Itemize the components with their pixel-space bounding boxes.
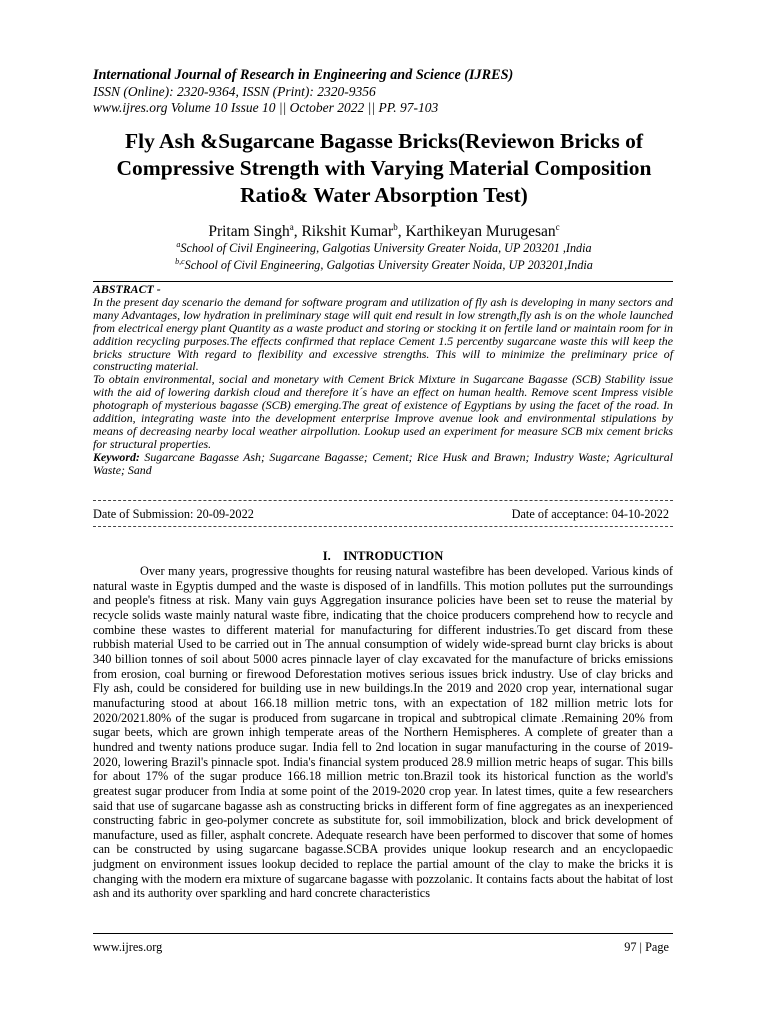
author-sup: c (555, 222, 560, 232)
affiliations (80, 238, 688, 272)
author-name: Pritam Singh (208, 223, 290, 241)
abstract-heading: ABSTRACT - (93, 282, 161, 296)
keywords-text: Sugarcane Bagasse Ash; Sugarcane Bagasse; Cement; Rice Husk and Brawn; Industry Waste; Agricultural Waste; Sand (93, 449, 673, 477)
author-sup: b (393, 222, 398, 232)
abstract-paragraph: In the present day scenario the demand for software program and utilization of fly ash is developing in many sectors and many Advantages, low hydration in preliminary stage will quit end result in low strength,fly ash is on the whole launched from electrical energy plant Quantity as a waste product and storing or stocking it on fertile land or maintain room for in addition recycling purposes.The effects confirmed that replace Cement 1.5 percentby sugarcane waste this will keep the bricks structure With regard to flexibility and excessive strengths. This will to minimize the preliminary price of constructing material. (93, 294, 673, 374)
journal-header (93, 67, 683, 117)
keywords-line (93, 451, 673, 477)
author-name: Rikshit Kumar (301, 223, 394, 241)
footer-rule (93, 933, 673, 934)
affiliation-sup: a (176, 240, 181, 249)
affiliation-text: School of Civil Engineering, Galgotias University Greater Noida, UP 203201,India (184, 258, 593, 273)
submission-date: Date of Submission: 20-09-2022 (93, 507, 254, 521)
dashed-separator (93, 526, 673, 527)
affiliation (80, 238, 688, 255)
acceptance-date: Date of acceptance: 04-10-2022 (511, 507, 669, 521)
author-name: Karthikeyan Murugesan (405, 223, 556, 241)
keywords-label: Keyword: (93, 449, 140, 464)
abstract-block (93, 283, 673, 477)
footer-url: www.ijres.org (93, 940, 163, 954)
abstract-paragraph: To obtain environmental, social and monetary with Cement Brick Mixture in Sugarcane Bagasse (SCB) Stability issue with the aid of lowering darkish cloud and therefore it´s have an effect on human health. Remove scent Impress visible photograph of mysterious bagasse (SCB) emerging.The great of existence of Egyptians by using the facet of the road. In addition, integrating waste into the development enterprise Improve avenue look and environmental stipulations by means of decreasing nearby local weather airpollution. Lookup used an experiment for measure SCB mix cement bricks for structural properties. (93, 372, 673, 451)
section-title: INTRODUCTION (343, 549, 444, 563)
introduction-paragraph: Over many years, progressive thoughts for reusing natural wastefibre has been developed. Various kinds of natural waste in Egyptis dumped and the waste is disposed of in landfills. This motion pollutes put the surroundings and people's fitness at risk. Many vain guys Aggregation insurance policies have been set to reuse the material by recycle solids waste mainly natural waste fibre, indicating that the choice producers comprehend how to recycle and combine these wastes to different material for manufacturing for different industries.To get discard from these rubbish material Used to be carried out in The annual consumption of widely wide-spread burnt clay bricks is about 340 billion tonnes of soil about 5000 acres pinnacle layer of clay excavated for the manufacture of bricks emissions from erosion, coal burning or firewood Deforestation motives serious issues brick industry. Use of clay bricks and Fly ash, could be considered for building use in new buildings.In the 2019 and 2020 crop year, international sugar manufacturing stood at about 166.18 million metric tons, with an expectation of 182 million metric lots for 2020/2021.80% of the sugar is produced from sugarcane in tropical and subtropical climate .Remaining 20% from sugar beets, which are grown inhigh temperate areas of the Northern Hemispheres. A complete of greater than a hundred and twenty nations produce sugar. India fell to 2nd location in sugar manufacturing in the course of 2019-2020, lowering Brazil's pinnacle spot. India's financial system produced 28.9 million metric heaps of sugar. This bills for about 17% of the sugar produce 166.18 million metric ton.Brazil took its historical function as the world's greatest sugar producer from India at some point of the 2019-2020 crop year. In latest times, quite a few researchers said that use of sugarcane bagasse ash as constructing bricks in different form of fine aggregates as an inexperienced constructing fabric in geo-polymer concrete as substitute for, soil immobilization, block and brick development of manufacture, used as filler, asphalt concrete. Adequate research have been performed to discover that some of homes can be constructed by using sugarcane bagasse.SCBA provides unique lookup research and an encyclopaedic judgment on environment issues lookup decided to replace the partial amount of the clay to make the bricks it is changing with the modern era mixture of sugarcane bagasse with pozzolanic. It contains facts about the habitat of lost ash and its authority over sparkling and hard concrete characteristics (93, 564, 673, 901)
page-number: 97 | Page (624, 940, 669, 954)
affiliation-sup: b,c (175, 257, 185, 267)
author-sup: a (289, 222, 294, 232)
dashed-separator (93, 500, 673, 501)
journal-volume: www.ijres.org Volume 10 Issue 10 || October 2022 || PP. 97-103 (93, 100, 439, 115)
affiliation (80, 255, 688, 272)
section-heading (93, 549, 673, 563)
abstract-top-rule (93, 281, 673, 282)
paper-title: Fly Ash &Sugarcane Bagasse Bricks(Reviewon Bricks of Compressive Strength with Varying Material Composition Ratio& Water Absorption Test) (116, 129, 652, 207)
author-list: Pritam Singh$^a$, Rikshit Kumar$^b$, Karthikeyan Murugesan$^c$ (208, 222, 560, 241)
journal-issn: ISSN (Online): 2320-9364, ISSN (Print): 2320-9356 (93, 83, 376, 99)
section-number: I. (322, 549, 331, 563)
dates-row (93, 507, 673, 521)
affiliation-text: School of Civil Engineering, Galgotias University Greater Noida, UP 203201 ,India (180, 241, 592, 256)
journal-name: International Journal of Research in Engineering and Science (IJRES) (93, 67, 514, 83)
page-footer (93, 940, 673, 954)
